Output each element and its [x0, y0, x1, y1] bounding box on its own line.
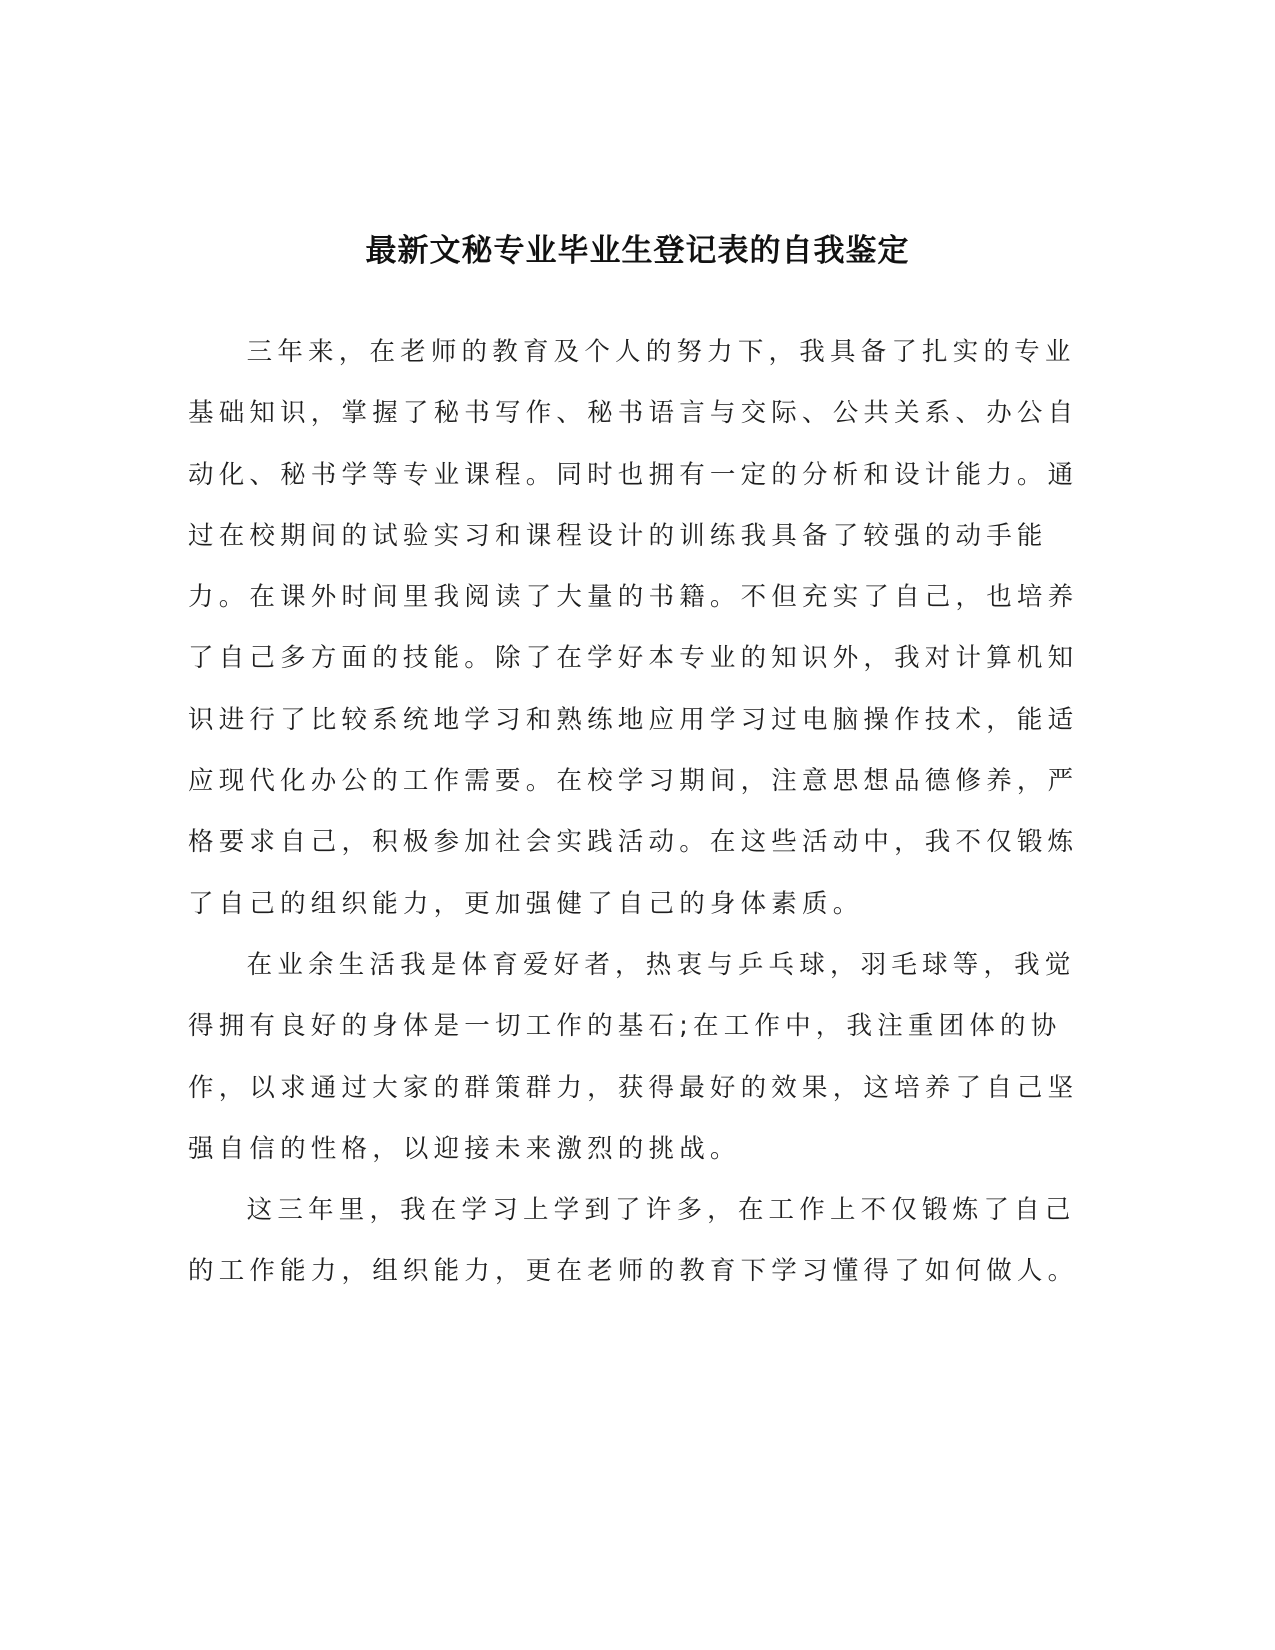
paragraph-study: 三年来，在老师的教育及个人的努力下，我具备了扎实的专业基础知识，掌握了秘书写作、秘书语言与交际、公共关系、办公自动化、秘书学等专业课程。同时也拥有一定的分析和设计能力。通过在校期间的试验实习和课程设计的训练我具备了较强的动手能力。在课外时间里我阅读了大量的书籍。不但充实了自己，也培养了自己多方面的技能。除了在学好本专业的知识外，我对计算机知识进行了比较系统地学习和熟练地应用学习过电脑操作技术，能适应现代化办公的工作需要。在校学习期间，注意思想品德修养，严格要求自己，积极参加社会实践活动。在这些活动中，我不仅锻炼了自己的组织能力，更加强健了自己的身体素质。: [188, 337, 1079, 919]
paragraph-summary: 这三年里，我在学习上学到了许多，在工作上不仅锻炼了自己的工作能力，组织能力，更在老师的教育下学习懂得了如何做人。: [188, 1195, 1079, 1287]
paragraph-hobbies: 在业余生活我是体育爱好者，热衷与乒乓球，羽毛球等，我觉得拥有良好的身体是一切工作的基石;在工作中，我注重团体的协作，以求通过大家的群策群力，获得最好的效果，这培养了自己坚强自信的性格，以迎接未来激烈的挑战。: [188, 949, 1079, 1164]
document-body: [188, 322, 1083, 1303]
document-title: 最新文秘专业毕业生登记表的自我鉴定: [365, 232, 910, 269]
